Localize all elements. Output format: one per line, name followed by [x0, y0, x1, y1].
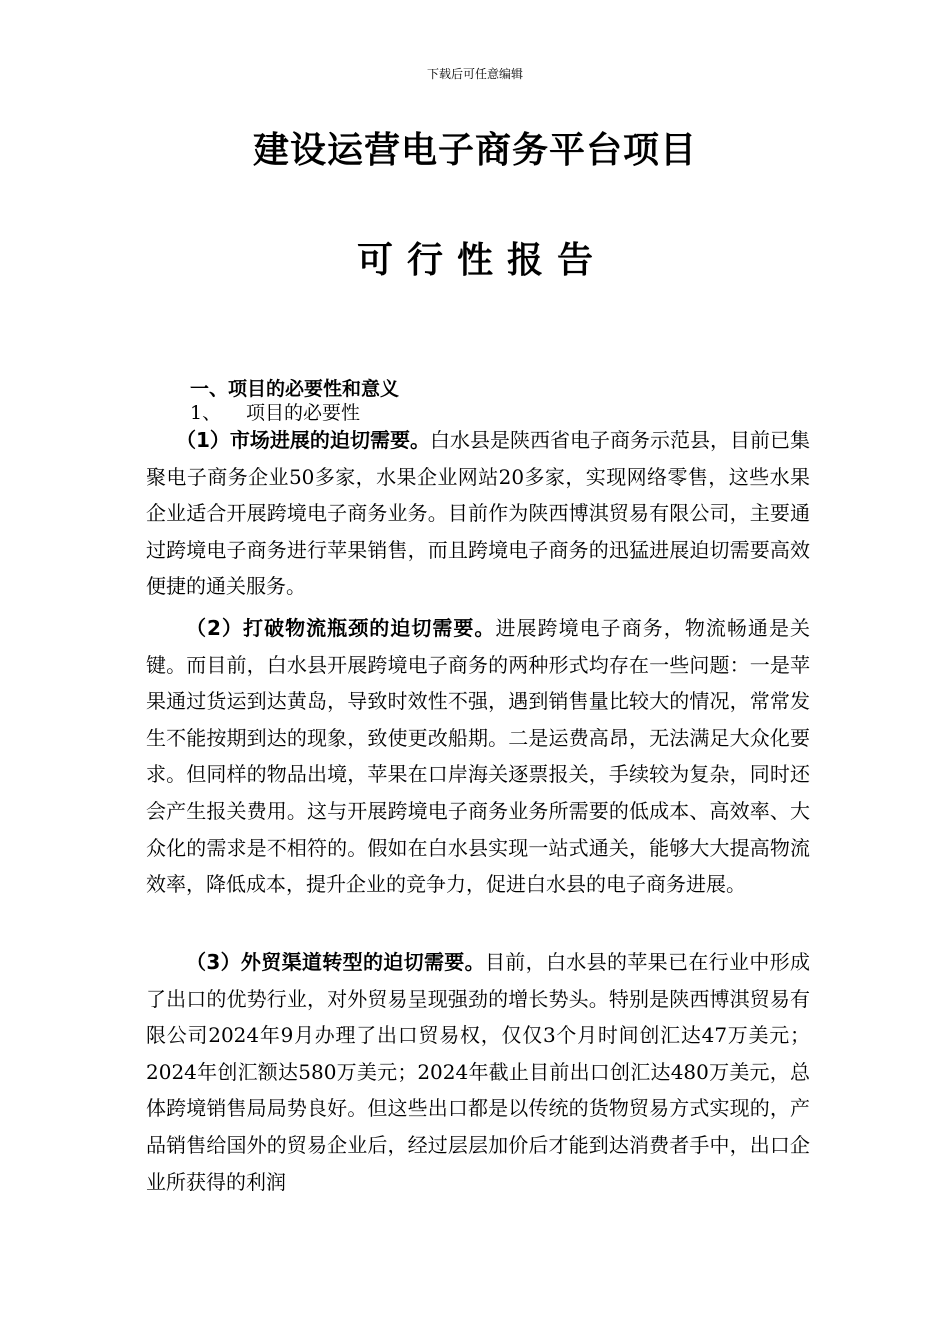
sub-heading-number: 1、: [190, 402, 222, 424]
document-title-line1: 建设运营电子商务平台项目: [252, 130, 697, 171]
document-title-line2: 可行性报告: [356, 240, 607, 281]
paragraph-3-lead: （3）外贸渠道转型的迫切需要。: [186, 950, 485, 974]
paragraph-2-text: 进展跨境电子商务，物流畅通是关键。而目前，白水县开展跨境电子商务的两种形式均存在一些问题：一是苹果通过货运到达黄岛，导致时效性不强，遇到销售量比较大的情况，常常发生不能按期到达的现象，致使更改船期。二是运费高昂，无法满足大众化要求。但同样的物品出境，苹果在口岸海关逐票报关，手续较为复杂，同时还会产生报关费用。这与开展跨境电子商务业务所需要的低成本、高效率、大众化的需求是不相符的。假如在白水县实现一站式通关，能够大大提高物流效率，降低成本，提升企业的竞争力，促进白水县的电子商务进展。: [146, 616, 811, 897]
paragraph-1-lead: （1）市场进展的迫切需要。: [176, 428, 430, 452]
paragraph-3: [146, 944, 810, 1200]
paragraph-3-text: 目前，白水县的苹果已在行业中形成了出口的优势行业，对外贸易呈现强劲的增长势头。特别是陕西博淇贸易有限公司2024年9月办理了出口贸易权，仅仅3个月时间创汇达47万美元；2024年创汇额达580万美元；2024年截止目前出口创汇达480万美元，总体跨境销售局局势良好。但这些出口都是以传统的货物贸易方式实现的，产品销售给国外的贸易企业后，经过层层加价后才能到达消费者手中，出口企业所获得的利润: [146, 950, 811, 1194]
header-note: 下载后可任意编辑: [426, 67, 523, 81]
paragraph-2-lead: （2）打破物流瓶颈的迫切需要。: [186, 616, 496, 640]
paragraph-1-text: 白水县是陕西省电子商务示范县，目前已集聚电子商务企业50多家，水果企业网站20多家，实现网络零售，这些水果企业适合开展跨境电子商务业务。目前作为陕西博淇贸易有限公司，主要通过跨境电子商务进行苹果销售，而且跨境电子商务的迅猛进展迫切需要高效便捷的通关服务。: [146, 428, 810, 599]
section-heading: 一、项目的必要性和意义: [190, 378, 400, 400]
sub-heading-title: 项目的必要性: [246, 402, 361, 424]
paragraph-2: [146, 610, 810, 903]
paragraph-1: [146, 422, 810, 605]
